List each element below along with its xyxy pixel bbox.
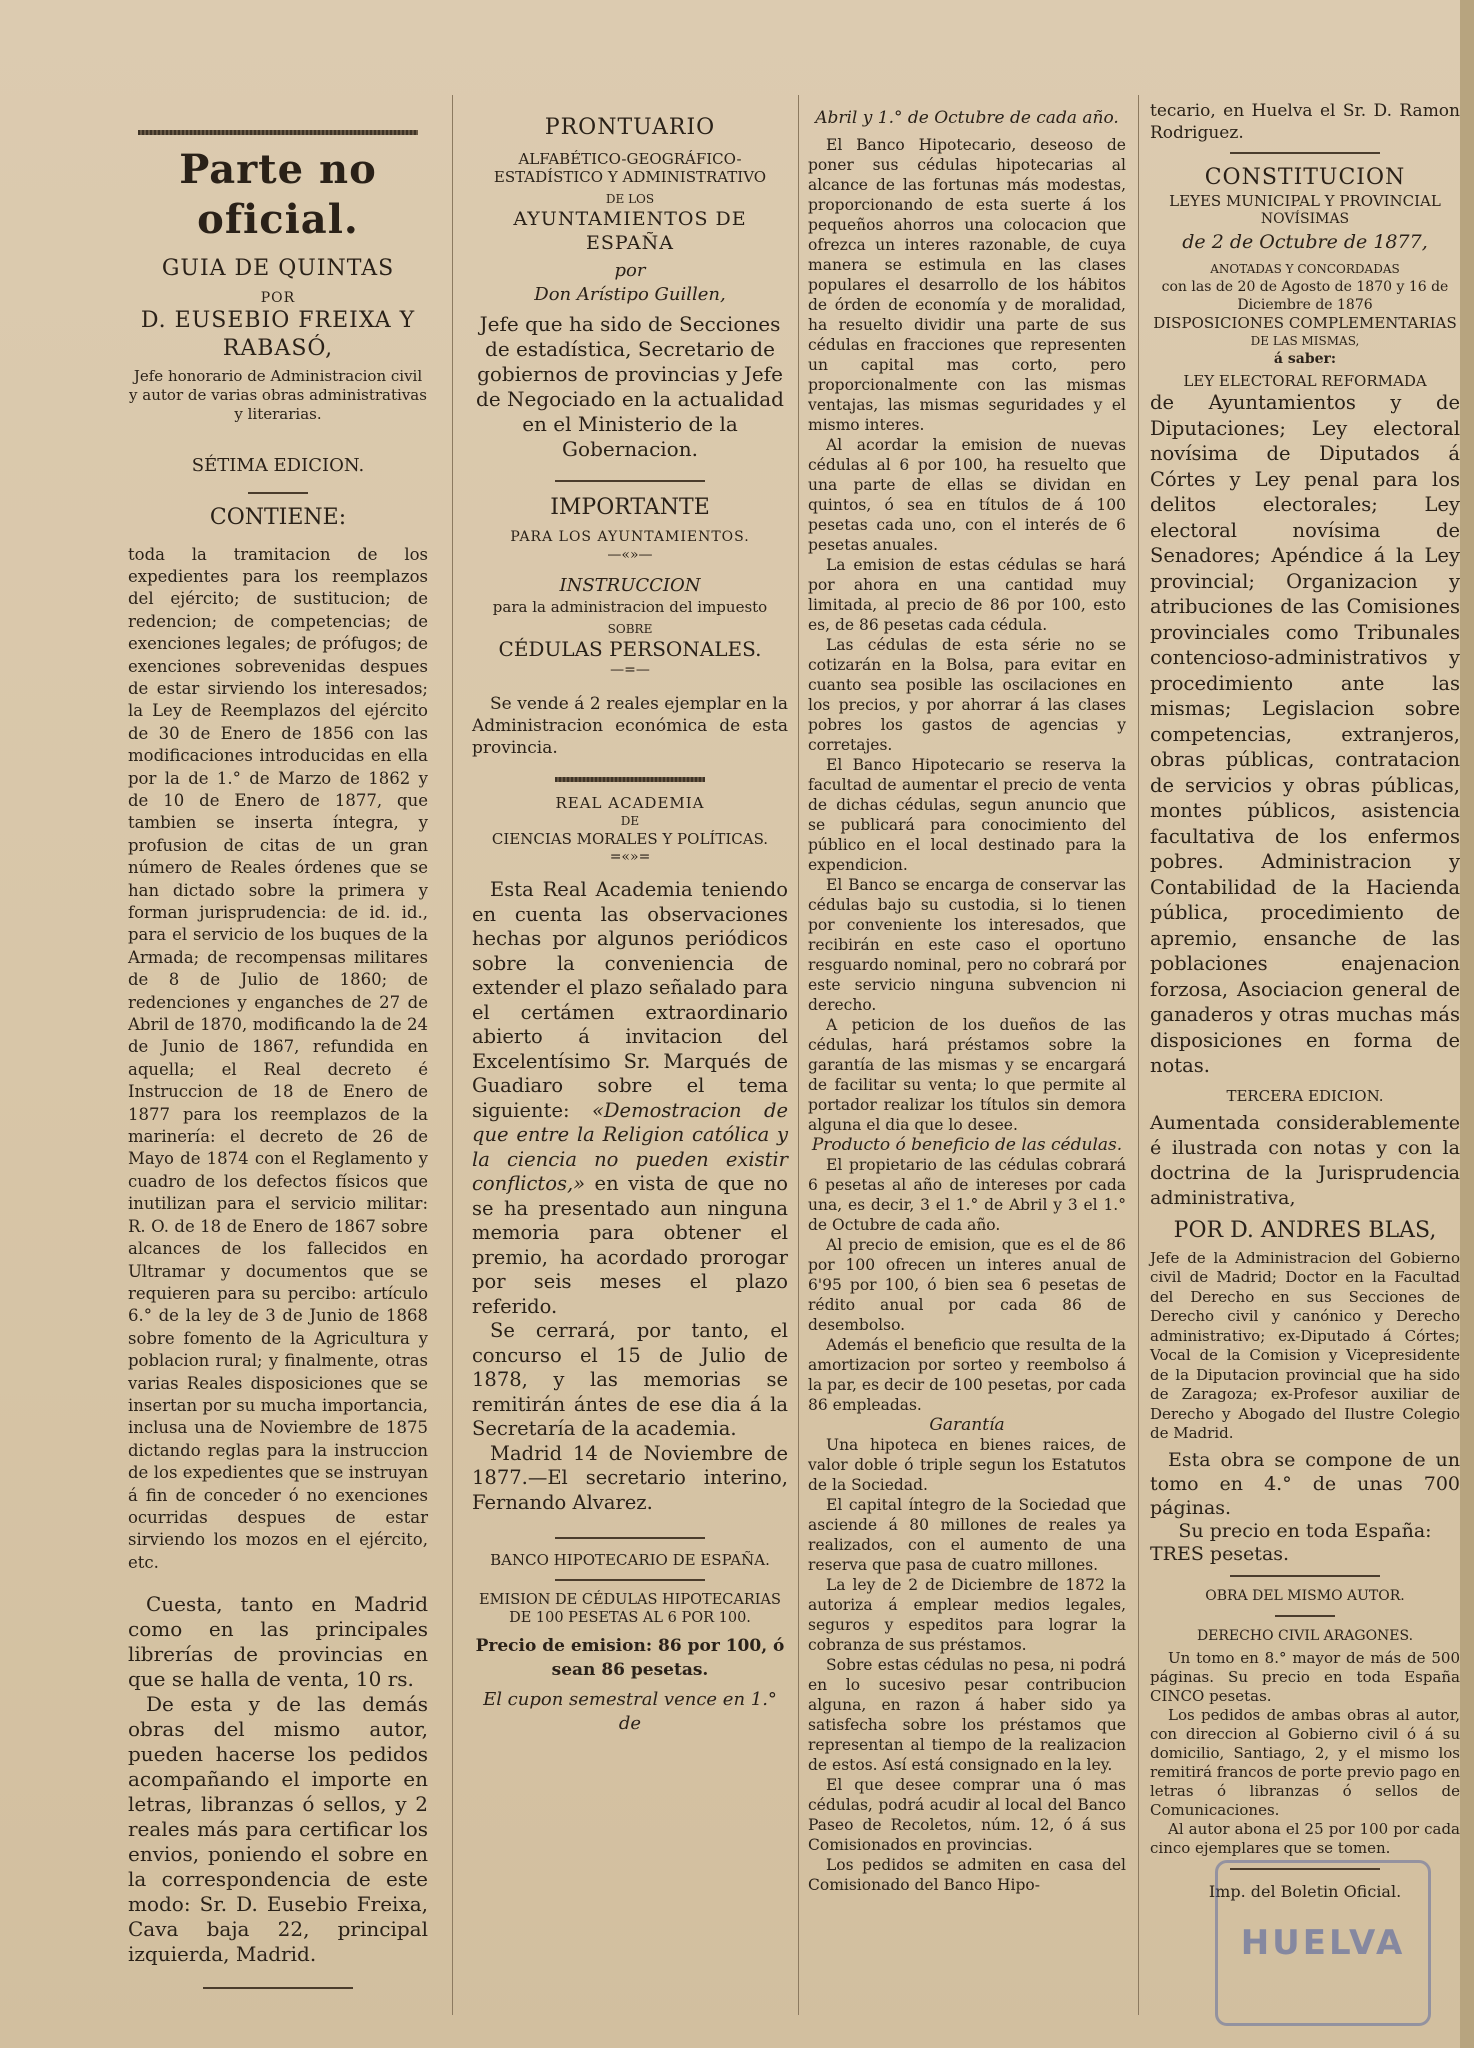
divider <box>555 1537 705 1539</box>
banco-paragraph: El Banco se encarga de conservar las cédulas bajo su custodia, si lo tienen por conveniente los interesados, que recibirán en este caso el oportuno resguardo nominal, pero no cobrará por este servicio ninguna subvencion ni derecho. <box>808 876 1126 1014</box>
tomo-paragraph: Esta obra se compone de un tomo en 4.° de unas 700 páginas. <box>1150 1448 1460 1519</box>
de-label: DE <box>620 814 640 828</box>
author-name: D. EUSEBIO FREIXA Y RABASÓ, <box>140 308 416 361</box>
garantia-subheading: Garantía <box>929 1415 1005 1435</box>
author-description: Jefe que ha sido de Secciones de estadística, Secretario de gobiernos de provincias y Jefe de Negociado en la actualidad en el Ministerio de la Gobernacion. <box>476 312 784 461</box>
ornament: —=— <box>610 662 650 678</box>
column-rule <box>452 95 453 2015</box>
con-las-label: con las de 20 de Agosto de 1870 y 16 de Diciembre de 1876 <box>1161 279 1449 313</box>
precio-label: Su precio en toda España: <box>1178 1519 1432 1542</box>
pedidos-paragraph: Los pedidos de ambas obras al autor, con direccion al Gobierno civil ó á su domicilio, Santiago, 2, y el mismo los remitirá francos de porte previo pago en letras ó libranzas ó sellos de Comunicaciones. <box>1150 1705 1460 1819</box>
column-rule <box>1138 95 1139 2015</box>
contents-body: de Ayuntamientos y de Diputaciones; Ley electoral novísima de Diputados á Córtes y Ley penal para los delitos electorales; Ley electoral novísima de Senadores; Apéndice á la Ley provincial; Organizacion y atribuciones de las Comisiones provinciales como Tribunales contencioso-administrativos y procedimiento ante las mismas; Legislacion sobre competencias, extranjeros, obras públicas, contratacion de servicios y obras públicas, montes públicos, asistencia facultativa de los enfermos pobres. Administracion y Contabilidad de la Hacienda pública, procedimiento de apremio, ensanche de las poblaciones enajenacion forzosa, Asociacion general de ganaderos y otras muchas más disposiciones en forma de notas. <box>1150 391 1460 1077</box>
disposiciones-heading: DISPOSICIONES COMPLEMENTARIAS <box>1153 314 1457 332</box>
divider <box>555 1579 705 1581</box>
academia-paragraph-2: Se cerrará, por tanto, el concurso el 15 de Julio de 1878, y las memorias se remitirán ántes de ese dia á la Secretaría de la academia. <box>472 1319 788 1440</box>
divider <box>1230 1575 1380 1577</box>
banco-paragraph: La emision de estas cédulas se hará por ahora en una cantidad muy limitada, al precio de 86 por 100, esto es, de 86 pesetas cada cédula. <box>808 556 1126 634</box>
column-4 <box>1150 100 1460 1903</box>
ornament: =«»= <box>609 849 651 865</box>
tomo2-paragraph: Un tomo en 8.° mayor de más de 500 páginas. Su precio en toda España CINCO pesetas. <box>1150 1648 1460 1705</box>
blas-description: Jefe de la Administracion del Gobierno civil de Madrid; Doctor en la Facultad del Derecho en sus Secciones de Derecho civil y canónico y Derecho administrativo; ex-Diputado á Córtes; Vocal de la Comision y Vicepresidente de la Diputacion provincial que ha sido de Zaragoza; ex-Profesor auxiliar de Derecho y Abogado del Ilustre Colegio de Madrid. <box>1150 1248 1460 1442</box>
producto-subheading: Producto ó beneficio de las cédulas. <box>811 1135 1123 1155</box>
banco-paragraph: El Banco Hipotecario, deseoso de poner sus cédulas hipotecarias al alcance de las fortunas más modestas, proporcionando de esta suerte á los pequeños ahorros una colocacion que ofrezca un interes razonable, de cuya manera se estimula en las clases populares el desarrollo de los hábitos de órden de economía y de moralidad, ha resuelto dividir una parte de sus cédulas en fracciones que representen un capital mas corto, pero proporcionalmente con las mismas ventajas, las mismas seguridades y el mismo interes. <box>808 136 1126 434</box>
divider <box>555 777 705 782</box>
banco-paragraph: Una hipoteca en bienes raices, de valor doble ó triple segun los Estatutos de la Sociedad. <box>808 1436 1126 1494</box>
page-edge <box>1460 0 1474 2048</box>
column-3 <box>808 100 1126 1895</box>
banco-paragraph: El que desee comprar una ó mas cédulas, podrá acudir al local del Banco Paseo de Recoletos, núm. 12, ó á sus Comisionados en provincias. <box>808 1776 1126 1854</box>
column-1 <box>128 100 428 1999</box>
descuento-paragraph: Al autor abona el 25 por 100 por cada cinco ejemplares que se tomen. <box>1150 1819 1460 1857</box>
academia-text-end: en vista de que no se ha presentado aun ninguna memoria para obtener el premio, ha acordado prorogar por seis meses el plazo referido. <box>472 1172 788 1318</box>
fecha-label: de 2 de Octubre de 1877, <box>1182 231 1428 253</box>
academia-paragraph-1 <box>472 878 788 1319</box>
de-las-label: DE LAS MISMAS, <box>1250 334 1360 348</box>
author-blas: POR D. ANDRES BLAS, <box>1173 1217 1437 1243</box>
contains-heading: CONTIENE: <box>209 504 347 530</box>
por-label: POR <box>260 290 296 306</box>
constitucion-heading: CONSTITUCION <box>1204 165 1406 190</box>
novisimas-label: NOVÍSIMAS <box>1260 211 1350 227</box>
banco-paragraph: Además el beneficio que resulta de la amortizacion por sorteo y reembolso á la par, es decir de 100 pesetas, por cada 86 empleadas. <box>808 1336 1126 1414</box>
banco-paragraph: El propietario de las cédulas cobrará 6 pesetas al año de intereses por cada una, es decir, 3 el 1.° de Abril y 3 el 1.° de Octubre de cada año. <box>808 1156 1126 1234</box>
order-paragraph: De esta y de las demás obras del mismo autor, pueden hacerse los pedidos acompañando el importe en letras, libranzas ó sellos, y 2 reales más para certificar los envios, poniendo el sobre en la correspondencia de este modo: Sr. D. Eusebio Freixa, Cava baja 22, principal izquierda, Madrid. <box>128 1692 428 1967</box>
divider <box>555 480 705 482</box>
banco-paragraph: Al precio de emision, que es el de 86 por 100 ofrecen un interes anual de 6'95 por 100, ó bien sea 6 pesetas de rédito anual por cada 86 de desembolso. <box>808 1236 1126 1334</box>
banco-paragraph: Los pedidos se admiten en casa del Comisionado del Banco Hipo- <box>808 1856 1126 1894</box>
sale-paragraph: Se vende á 2 reales ejemplar en la Administracion económica de esta provincia. <box>472 694 788 758</box>
prontuario-title: PRONTUARIO <box>544 115 716 140</box>
ley-electoral-heading: LEY ELECTORAL REFORMADA <box>1183 372 1427 390</box>
divider <box>203 1987 353 1989</box>
leyes-heading: LEYES MUNICIPAL Y PROVINCIAL <box>1169 192 1441 210</box>
banco-paragraph: El capital íntegro de la Sociedad que asciende á 80 millones de reales ya realizados, con el aumento de una reserva que pasa de cuatro millones. <box>808 1496 1126 1574</box>
sobre-label: SOBRE <box>607 621 653 636</box>
prontuario-subtitle: ALFABÉTICO-GEOGRÁFICO-ESTADÍSTICO Y ADMINISTRATIVO <box>493 150 767 186</box>
banco-paragraph: El Banco Hipotecario se reserva la facultad de aumentar el precio de venta de dichas cédulas, segun anuncio que se publicará para conocimiento del público en el local destinado para la expendicion. <box>808 756 1126 874</box>
tres-pesetas: TRES pesetas. <box>1150 1543 1290 1565</box>
banco-paragraph: Sobre estas cédulas no pesa, ni podrá en lo sucesivo pesar contribucion alguna, en razon á haber sido ya satisfecha sobre los préstamos que representan al tiempo de la realizacion de estos. Así está consignado en la ley. <box>808 1656 1126 1774</box>
section-title: Parte no oficial. <box>179 146 377 243</box>
cupon-line: El cupon semestral vence en 1.° de <box>483 1689 777 1734</box>
author-name: Don Arístipo Guillen, <box>534 283 726 305</box>
library-stamp: HUELVA <box>1215 1860 1431 2026</box>
instruccion-heading: INSTRUCCION <box>559 575 701 596</box>
academia-paragraph-3: Madrid 14 de Noviembre de 1877.—El secretario interino, Fernando Alvarez. <box>472 1441 788 1514</box>
academia-text: Esta Real Academia teniendo en cuenta las observaciones hechas por algunos periódicos sobre la conveniencia de extender el plazo señalado para el certámen extraordinario abierto á invitacion del Excelentísimo Sr. Marqués de Guadiaro sobre el tema siguiente: <box>472 878 788 1122</box>
continued-text: tecario, en Huelva el Sr. D. Ramon Rodriguez. <box>1150 101 1460 143</box>
divider <box>1275 1615 1335 1617</box>
banco-paragraph: Al acordar la emision de nuevas cédulas al 6 por 100, ha resuelto que una parte de ellas se dividan en quintos, ó sea en títulos de á 100 pesetas cada uno, con el interés de 6 pesetas anuales. <box>808 436 1126 554</box>
ornament: —«»— <box>607 547 653 563</box>
ayuntamientos-label: AYUNTAMIENTOS DE ESPAÑA <box>513 208 747 254</box>
column-rule <box>798 95 799 2015</box>
ciencias-heading: CIENCIAS MORALES Y POLÍTICAS. <box>491 830 769 848</box>
derecho-civil-heading: DERECHO CIVIL ARAGONES. <box>1196 1627 1414 1644</box>
emision-heading: EMISION DE CÉDULAS HIPOTECARIAS DE 100 PESETAS AL 6 POR 100. <box>479 1592 781 1626</box>
banco-paragraph: La ley de 2 de Diciembre de 1872 la autoriza á emplear medios legales, seguros y espeditos para lograr la cobranza de sus préstamos. <box>808 1576 1126 1654</box>
anotadas-label: ANOTADAS Y CONCORDADAS <box>1210 262 1400 276</box>
cedulas-heading: CÉDULAS PERSONALES. <box>498 636 762 661</box>
por-label: por <box>614 260 646 281</box>
a-saber-label: á saber: <box>1273 351 1337 367</box>
divider <box>248 492 308 494</box>
aumentada-paragraph: Aumentada considerablemente é ilustrada con notas y con la doctrina de la Jurisprudencia administrativa, <box>1150 1111 1460 1209</box>
imprenta-label: Imp. del Boletin Oficial. <box>1208 1881 1402 1901</box>
tercera-edicion: TERCERA EDICION. <box>1226 1086 1384 1105</box>
edition-label: SÉTIMA EDICION. <box>191 455 365 476</box>
author-description: Jefe honorario de Administracion civil y autor de varias obras administrativas y literarias. <box>129 367 427 423</box>
academia-heading: REAL ACADEMIA <box>555 794 705 812</box>
precio-emision: Precio de emision: 86 por 100, ó sean 86 pesetas. <box>475 1636 785 1680</box>
academia-quote: «Demostracion de que entre la Religion católica y la ciencia no pueden existir conflictos,» <box>472 1098 788 1195</box>
important-heading: IMPORTANTE <box>550 495 710 520</box>
banco-heading: BANCO HIPOTECARIO DE ESPAÑA. <box>490 1551 770 1569</box>
de-los-label: DE LOS <box>605 192 655 206</box>
contains-body: toda la tramitacion de los expedientes para los reemplazos del ejército; de sustitucion; de redencion; de competencias; de exenciones legales; de prófugos; de exenciones sobrevenidas despues de estar sirviendo los interesados; la Ley de Reemplazos del ejército de 30 de Enero de 1856 con las modificaciones introducidas en ella por la de 1.° de Marzo de 1862 y de 10 de Enero de 1877, que tambien se inserta íntegra, y profusion de citas de un gran número de Reales órdenes que se han dictado sobre la primera y forman jurisprudencia: de id. id., para el servicio de los buques de la Armada; de recompensas militares de 8 de Julio de 1860; de redenciones y enganches de 27 de Abril de 1870, modificando la de 24 de Junio de 1867, refundida en aquella; el Real decreto é Instruccion de 18 de Enero de 1877 para los reemplazos de la marinería: el decreto de 26 de Mayo de 1874 con el Reglamento y cuadro de los defectos físicos que inutilizan para el servicio militar: R. O. de 18 de Enero de 1867 sobre alcances de los fallecidos en Ultramar y documentos que se requieren para su percibo: artículo 6.° de la ley de 3 de Junio de 1868 sobre fomento de la Agricultura y poblacion rural; y finalmente, otras varias Reales disposiciones que se insertan por su mucha importancia, inclusa una de Noviembre de 1875 dictando reglas para la instruccion de los expedientes que se instruyan á fin de conceder ó no exenciones ocurridas despues de estar sirviendo los mozos en el ejército, etc. <box>128 544 428 1572</box>
banco-paragraph: Las cédulas de esta série no se cotizarán en la Bolsa, para evitar en cuanto sea posible las oscilaciones en los precios, y por ahorrar á las clases pobres los gastos de agencias y corretajes. <box>808 636 1126 754</box>
price-paragraph: Cuesta, tanto en Madrid como en las principales librerías de provincias en que se halla de venta, 10 rs. <box>128 1592 428 1692</box>
column-2 <box>472 100 788 1735</box>
para-ayuntamientos: PARA LOS AYUNTAMIENTOS. <box>510 529 750 545</box>
divider <box>138 130 418 135</box>
guide-title: GUIA DE QUINTAS <box>161 256 395 281</box>
obra-mismo-autor: OBRA DEL MISMO AUTOR. <box>1205 1587 1405 1604</box>
instruccion-subtitle: para la administracion del impuesto <box>492 597 768 616</box>
divider <box>1230 152 1380 154</box>
continued-head: Abril y 1.° de Octubre de cada año. <box>815 108 1119 128</box>
banco-paragraph: A peticion de los dueños de las cédulas, hará préstamos sobre la garantía de las mismas y se encargará de facilitar su venta; lo que permite al portador realizar los títulos sin demora alguna el dia que lo desee. <box>808 1016 1126 1134</box>
